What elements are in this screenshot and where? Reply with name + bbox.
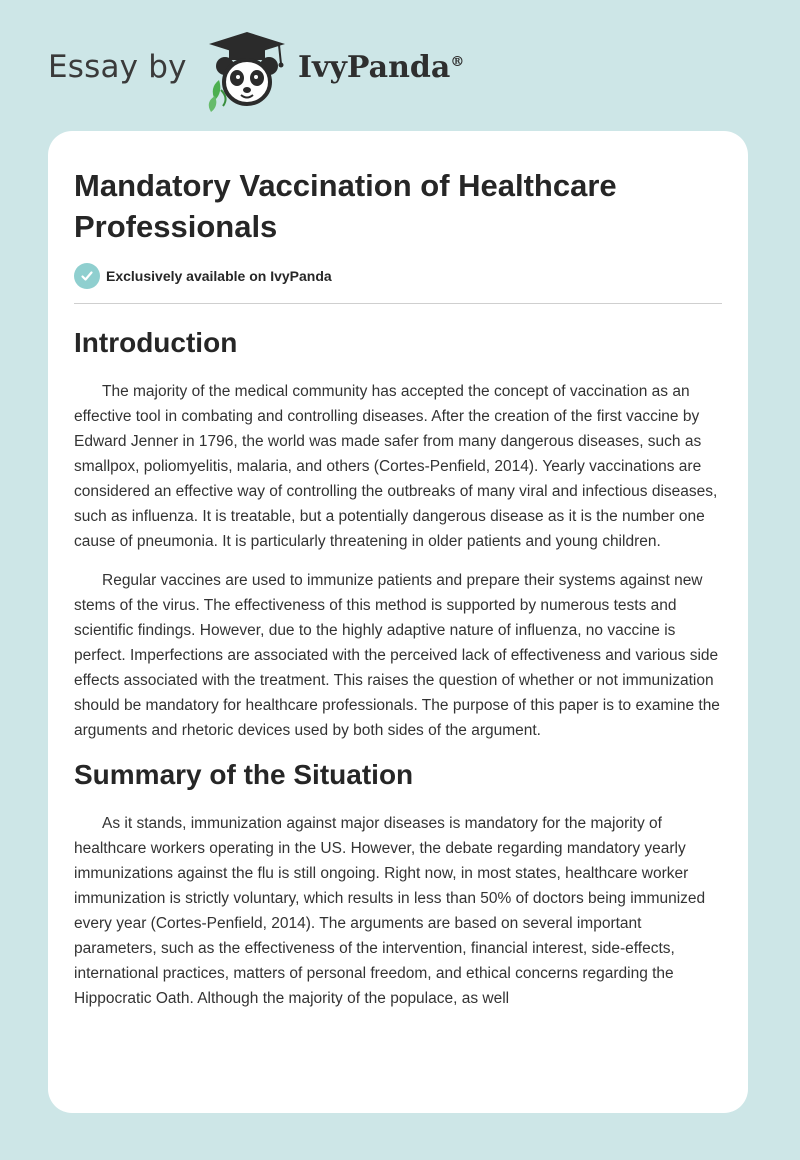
essay-by-label: Essay by (48, 48, 187, 85)
site-header (48, 30, 648, 110)
essay-title: Mandatory Vaccination of Healthcare Professionals (74, 168, 617, 244)
paragraph: The majority of the medical community has accepted the concept of vaccination as an effective tool in combating and controlling diseases. After the creation of the first vaccine by Edward Jenner in 1796, the world was made safer from many dangerous diseases, such as smallpox, poliomyelitis, malaria, and others (Cortes-Penfield, 2014). Yearly vaccinations are considered an effective way of controlling the outbreaks of many viral and infectious diseases, such as influenza. It is treatable, but a potentially dangerous disease as it is the number one cause of pneumonia. It is particularly threatening in older patients and young children. (74, 383, 718, 550)
paragraph: As it stands, immunization against major diseases is mandatory for the majority of healthcare workers operating in the US. However, the debate regarding mandatory yearly immunizations against the flu is still ongoing. Right now, in most states, healthcare worker immunization is strictly voluntary, which results in less than 50% of doctors being immunized every year (Cortes-Penfield, 2014). The arguments are based on several important parameters, such as the effectiveness of the intervention, financial interest, side-effects, international practices, matters of personal freedom, and ethical concerns regarding the Hippocratic Oath. Although the majority of the populace, as well (74, 815, 706, 1007)
exclusive-badge-label: Exclusively available on IvyPanda (106, 268, 332, 284)
essay-card (48, 131, 748, 1113)
brand-name[interactable]: IvyPanda® (298, 50, 465, 85)
paragraph: Regular vaccines are used to immunize patients and prepare their systems against new stems of the virus. The effectiveness of this method is supported by numerous tests and scientific findings. However, due to the highly adaptive nature of influenza, no vaccine is perfect. Imperfections are associated with the perceived lack of effectiveness and various side effects associated with the treatment. This raises the question of whether or not immunization should be mandatory for healthcare professionals. The purpose of this paper is to examine the arguments and rhetoric devices used by both sides of the argument. (74, 572, 720, 739)
check-icon (74, 263, 100, 289)
exclusive-badge (74, 263, 332, 289)
essay-body (74, 323, 724, 1011)
ivypanda-logo-icon[interactable] (201, 30, 291, 112)
section-heading: Summary of the Situation (74, 759, 414, 790)
divider (74, 303, 722, 304)
section-heading: Introduction (74, 327, 238, 358)
